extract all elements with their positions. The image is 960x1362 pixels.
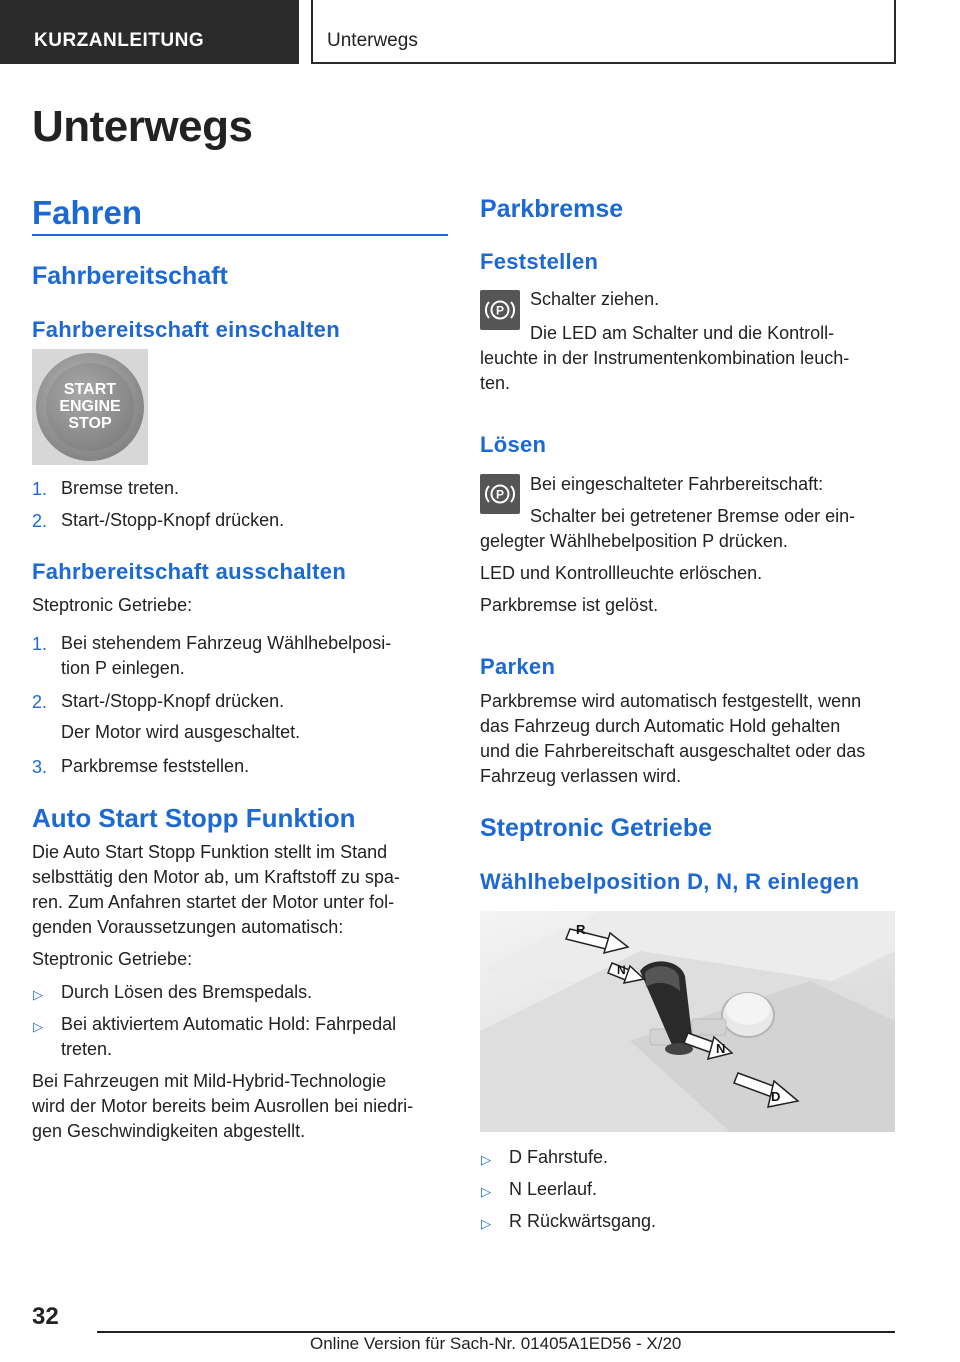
footer-rule (97, 1331, 895, 1333)
heading-auto-start-stopp: Auto Start Stopp Funktion (32, 803, 356, 833)
heading-parkbremse: Parkbremse (480, 195, 624, 223)
auto-start-line: ren. Zum Anfahren startet der Motor unter fol- (32, 892, 395, 912)
step-text: Start-/Stopp-Knopf drücken. (61, 691, 285, 711)
start-stop-button-image (32, 349, 148, 465)
auto-start-line: Die Auto Start Stopp Funktion stellt im Stand (32, 842, 388, 862)
shifter-label-n-bottom: N (716, 1041, 726, 1056)
triangle-bullet-icon: ▷ (481, 1216, 491, 1231)
step-number: 1. (32, 634, 48, 654)
heading-fahrbereitschaft: Fahrbereitschaft (32, 262, 228, 290)
triangle-bullet-icon: ▷ (481, 1152, 491, 1167)
mild-hybrid-line: gen Geschwindigkeiten abgestellt. (32, 1121, 306, 1141)
step-number: 3. (32, 757, 48, 777)
step-number: 2. (32, 511, 48, 531)
parken-line: Fahrzeug verlassen wird. (480, 766, 682, 786)
auto-start-line: genden Voraussetzungen automatisch: (32, 917, 344, 937)
shifter-label-n-top: N (617, 963, 626, 977)
header-section-tab (0, 0, 299, 64)
heading-loesen: Lösen (480, 432, 547, 457)
loesen-line: Parkbremse ist gelöst. (480, 595, 659, 615)
heading-feststellen: Feststellen (480, 249, 599, 274)
feststellen-line: Schalter ziehen. (530, 289, 660, 309)
svg-text:P: P (495, 487, 505, 502)
gear-selector-image (480, 911, 895, 1132)
header-chapter-tab (311, 0, 896, 64)
header-chapter-label: Unterwegs (327, 30, 418, 51)
step-text: Der Motor wird ausgeschaltet. (61, 722, 301, 742)
footer-text: Online Version für Sach-Nr. 01405A1ED56 - X/20 (310, 1334, 682, 1353)
triangle-bullet-icon: ▷ (481, 1184, 491, 1199)
heading-waehlhebel: Wählhebelposition D, N, R einlegen (480, 869, 860, 894)
step-text: Bremse treten. (61, 478, 180, 498)
loesen-line: gelegter Wählhebelposition P drücken. (480, 531, 788, 551)
heading-parken: Parken (480, 654, 556, 679)
step-text: tion P einlegen. (61, 658, 185, 678)
header-section-label: KURZANLEITUNG (34, 30, 205, 51)
heading-einschalten: Fahrbereitschaft einschalten (32, 317, 340, 342)
page-number: 32 (32, 1303, 59, 1330)
auto-start-intro: Steptronic Getriebe: (32, 949, 193, 969)
svg-text:P: P (495, 303, 505, 318)
shifter-label-d: D (771, 1089, 781, 1104)
step-text: Start-/Stopp-Knopf drücken. (61, 510, 285, 530)
gear-bullet-text: R Rückwärtsgang. (509, 1211, 657, 1231)
mild-hybrid-line: Bei Fahrzeugen mit Mild-Hybrid-Technologie (32, 1071, 387, 1091)
page-title: Unterwegs (32, 102, 253, 151)
feststellen-line: ten. (480, 373, 511, 393)
parking-brake-icon (480, 474, 520, 514)
heading-fahren: Fahren (32, 194, 143, 231)
loesen-line: Schalter bei getretener Bremse oder ein- (530, 506, 856, 526)
heading-rule (32, 234, 448, 236)
step-number: 2. (32, 692, 48, 712)
bullet-text: Durch Lösen des Bremspedals. (61, 982, 313, 1002)
loesen-line: LED und Kontrollleuchte erlöschen. (480, 563, 763, 583)
heading-ausschalten: Fahrbereitschaft ausschalten (32, 559, 347, 584)
mild-hybrid-line: wird der Motor bereits beim Ausrollen bei niedri- (32, 1096, 414, 1116)
bullet-text: treten. (61, 1039, 113, 1059)
triangle-bullet-icon: ▷ (33, 1019, 43, 1034)
step-text: Parkbremse feststellen. (61, 756, 250, 776)
parken-line: Parkbremse wird automatisch festgestellt, wenn (480, 691, 862, 711)
auto-start-line: selbsttätig den Motor ab, um Kraftstoff zu spa- (32, 867, 400, 887)
gear-bullet-text: D Fahrstufe. (509, 1147, 609, 1167)
triangle-bullet-icon: ▷ (33, 987, 43, 1002)
step-text: Bei stehendem Fahrzeug Wählhebelposi- (61, 633, 392, 653)
feststellen-line: Die LED am Schalter und die Kontroll- (530, 323, 835, 343)
gear-bullet-text: N Leerlauf. (509, 1179, 598, 1199)
step-number: 1. (32, 479, 48, 499)
heading-steptronic: Steptronic Getriebe (480, 814, 712, 842)
parken-line: und die Fahrbereitschaft ausgeschaltet oder das (480, 741, 866, 761)
parken-line: das Fahrzeug durch Automatic Hold gehalten (480, 716, 841, 736)
parking-brake-icon (480, 290, 520, 330)
feststellen-line: leuchte in der Instrumentenkombination leuch- (480, 348, 850, 368)
ausschalten-intro: Steptronic Getriebe: (32, 595, 193, 615)
shifter-label-r: R (576, 922, 586, 937)
bullet-text: Bei aktiviertem Automatic Hold: Fahrpedal (61, 1014, 397, 1034)
loesen-line: Bei eingeschalteter Fahrbereitschaft: (530, 474, 824, 494)
start-stop-button-face: START ENGINE STOP (46, 363, 134, 451)
